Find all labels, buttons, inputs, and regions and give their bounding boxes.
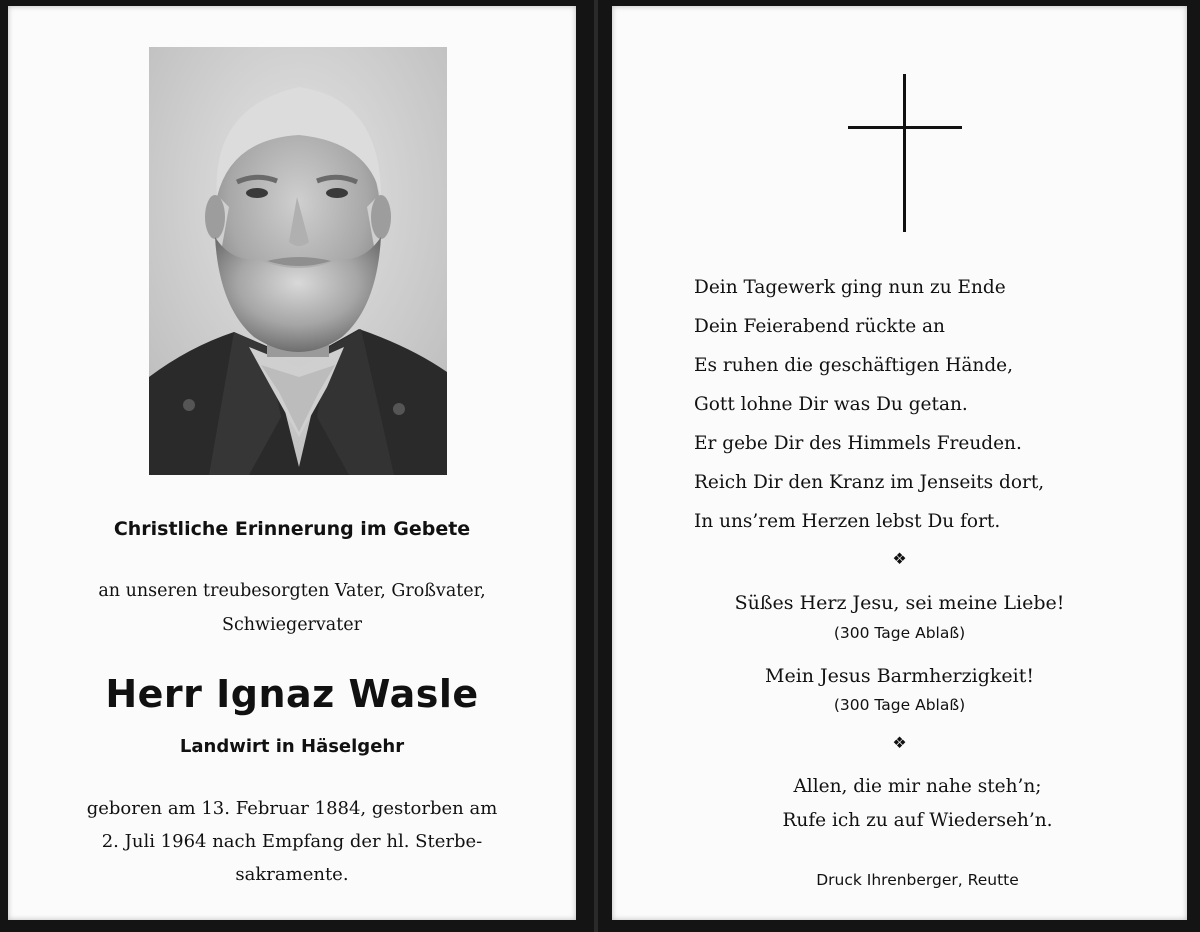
prayer-text: Süßes Herz Jesu, sei meine Liebe! xyxy=(734,592,1065,614)
poem-line: Reich Dir den Kranz im Jenseits dort, xyxy=(694,472,1045,493)
memorial-heading: Christliche Erinnerung im Gebete xyxy=(113,518,471,540)
card-fold-line xyxy=(594,0,598,932)
card-back-panel xyxy=(612,6,1187,920)
prayer-text: Mein Jesus Barmherzigkeit! xyxy=(765,665,1034,687)
farewell-verse xyxy=(630,770,1200,838)
card-front-panel xyxy=(8,6,576,920)
memorial-poem xyxy=(694,268,1044,541)
ornament-icon: ❖ xyxy=(892,549,907,568)
life-dates xyxy=(8,792,576,891)
portrait-photo xyxy=(149,47,447,475)
poem-line: In uns’rem Herzen lebst Du fort. xyxy=(694,511,1001,532)
dates-line: geboren am 13. Februar 1884, gestorben am xyxy=(86,798,498,819)
poem-line: Er gebe Dir des Himmels Freuden. xyxy=(694,433,1022,454)
dates-line: sakramente. xyxy=(235,864,349,885)
printer-credit: Druck Ihrenberger, Reutte xyxy=(816,871,1019,889)
farewell-line: Allen, die mir nahe steh’n; xyxy=(793,776,1042,797)
dedication-line: Schwiegervater xyxy=(222,615,362,635)
poem-line: Es ruhen die geschäftigen Hände, xyxy=(694,355,1014,376)
dates-line: 2. Juli 1964 nach Empfang der hl. Sterbe- xyxy=(101,831,483,852)
ornament-icon: ❖ xyxy=(892,733,907,752)
dedication-text xyxy=(8,574,576,642)
indulgence-note: (300 Tage Ablaß) xyxy=(833,624,966,642)
farewell-line: Rufe ich zu auf Wiederseh’n. xyxy=(782,810,1053,831)
cross-icon xyxy=(848,74,962,232)
deceased-occupation: Landwirt in Häselgehr xyxy=(179,736,405,757)
poem-line: Dein Tagewerk ging nun zu Ende xyxy=(694,277,1006,298)
deceased-name: Herr Ignaz Wasle xyxy=(105,672,479,716)
poem-line: Gott lohne Dir was Du getan. xyxy=(694,394,968,415)
poem-line: Dein Feierabend rückte an xyxy=(694,316,945,337)
dedication-line: an unseren treubesorgten Vater, Großvater, xyxy=(98,581,486,601)
indulgence-note: (300 Tage Ablaß) xyxy=(833,696,966,714)
